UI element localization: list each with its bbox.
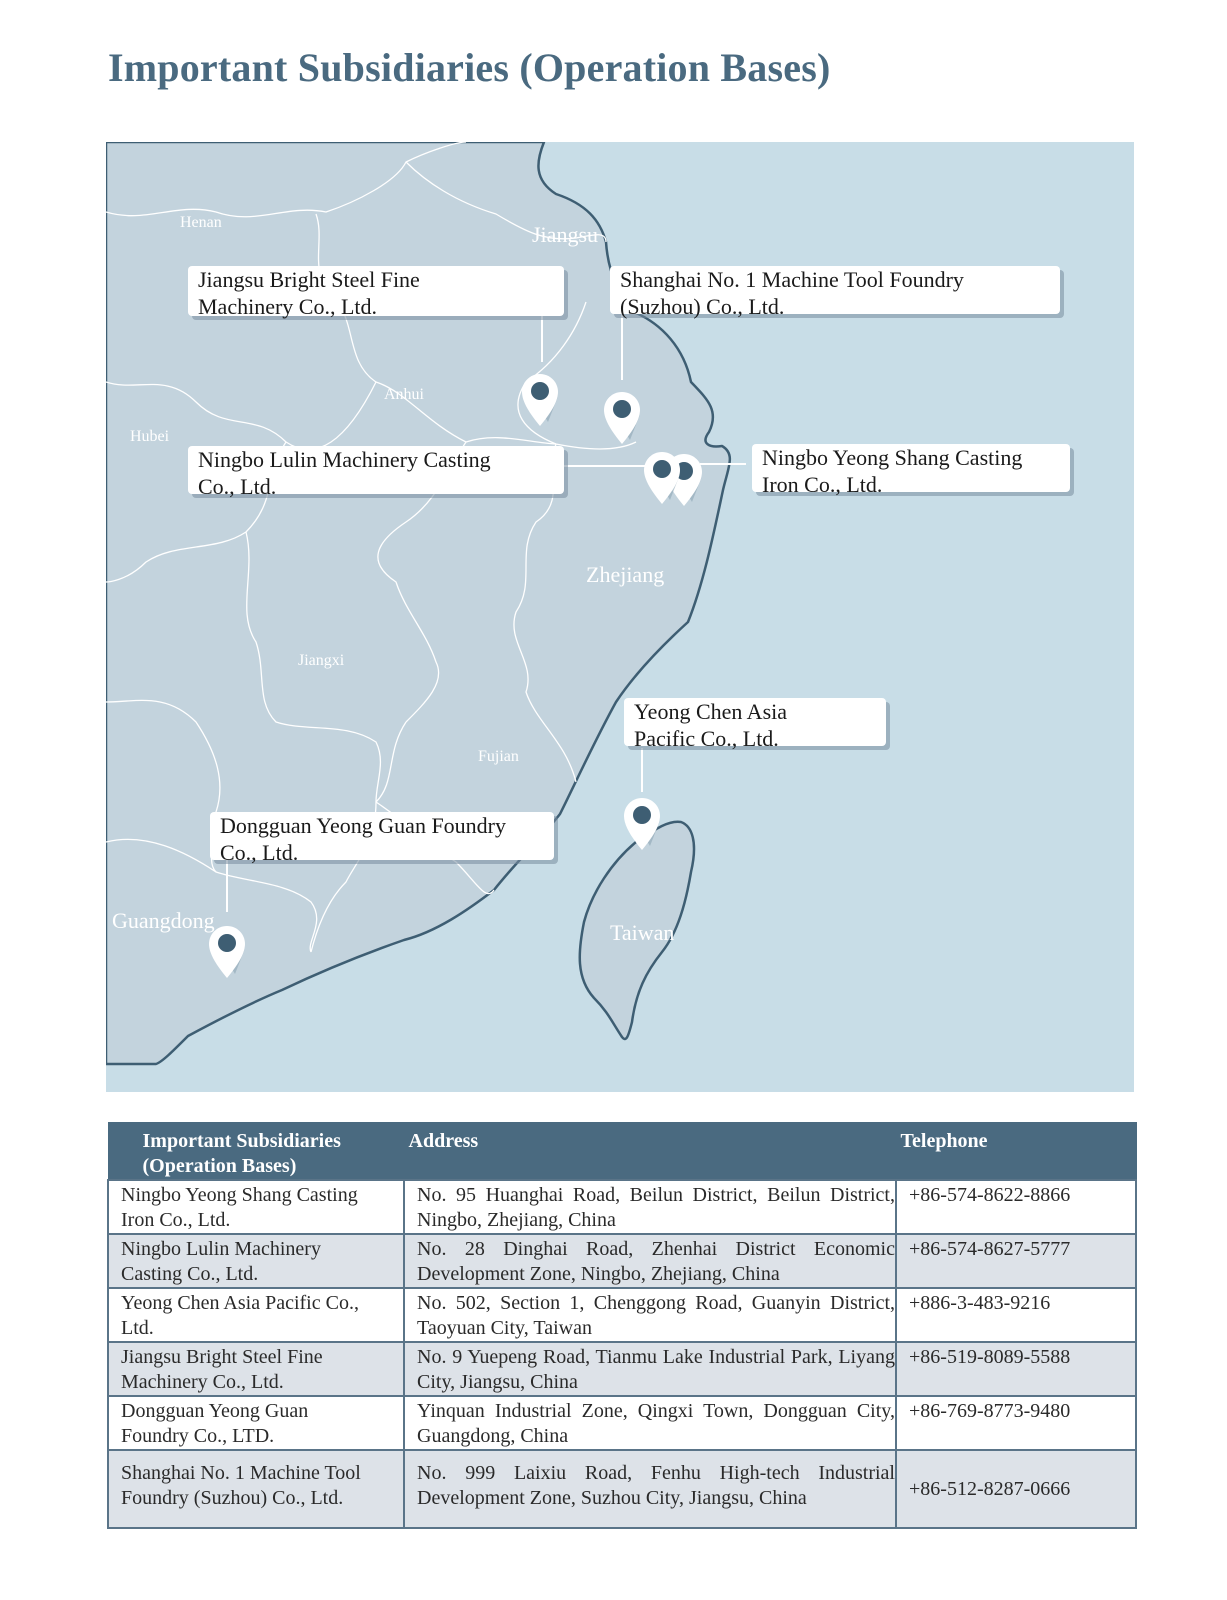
- region-label-fujian: Fujian: [478, 748, 519, 765]
- region-label-taiwan: Taiwan: [610, 920, 675, 945]
- callout-line: Jiangsu Bright Steel Fine: [198, 267, 420, 292]
- callout-line: Ningbo Yeong Shang Casting: [762, 445, 1023, 470]
- name-line: Ningbo Lulin Machinery: [121, 1238, 321, 1260]
- cell-address: No. 999 Laixiu Road, Fenhu High-tech Industrial Development Zone, Suzhou City, Jiangsu, China: [404, 1450, 896, 1528]
- cell-name: [108, 1288, 404, 1342]
- callout-yeong-chen: [624, 698, 886, 751]
- name-line: Casting Co., Ltd.: [121, 1263, 259, 1285]
- callout-jiangsu-bright: [188, 266, 564, 319]
- name-line: Iron Co., Ltd.: [121, 1209, 231, 1231]
- cell-address: Yinquan Industrial Zone, Qingxi Town, Dongguan City, Guangdong, China: [404, 1396, 896, 1450]
- callout-line: (Suzhou) Co., Ltd.: [620, 294, 785, 319]
- callout-line: Iron Co., Ltd.: [762, 472, 883, 497]
- cell-name: [108, 1342, 404, 1396]
- column-header-telephone: Telephone: [896, 1123, 1136, 1181]
- name-line: Machinery Co., Ltd.: [121, 1371, 284, 1393]
- name-line: Foundry Co., LTD.: [121, 1425, 275, 1447]
- name-line: Ltd.: [121, 1317, 154, 1339]
- callout-line: Ningbo Lulin Machinery Casting: [198, 447, 491, 472]
- callout-ningbo-lulin: [188, 446, 564, 499]
- cell-name: [108, 1450, 404, 1528]
- cell-address: No. 28 Dinghai Road, Zhenhai District Economic Development Zone, Ningbo, Zhejiang, China: [404, 1234, 896, 1288]
- cell-name: [108, 1180, 404, 1234]
- region-label-zhejiang: Zhejiang: [586, 562, 665, 587]
- header-line: Important Subsidiaries: [142, 1130, 341, 1152]
- callout-ningbo-yeong-shang: [752, 444, 1070, 497]
- cell-address: No. 9 Yuepeng Road, Tianmu Lake Industrial Park, Liyang City, Jiangsu, China: [404, 1342, 896, 1396]
- cell-telephone: +86-574-8627-5777: [896, 1234, 1136, 1288]
- callout-shanghai-no1: [610, 266, 1060, 319]
- column-header-address: Address: [404, 1123, 896, 1181]
- column-header-subsidiary: [108, 1123, 404, 1181]
- region-label-henan: Henan: [180, 214, 222, 231]
- callout-line: Dongguan Yeong Guan Foundry: [220, 813, 506, 838]
- region-label-jiangxi: Jiangxi: [298, 652, 345, 669]
- header-line: (Operation Bases): [142, 1155, 297, 1177]
- callout-line: Co., Ltd.: [198, 474, 277, 499]
- callout-line: Machinery Co., Ltd.: [198, 294, 378, 319]
- table-header-row: [108, 1123, 1136, 1181]
- page-title: Important Subsidiaries (Operation Bases): [108, 45, 831, 90]
- table-row: [108, 1180, 1136, 1234]
- cell-telephone: +86-512-8287-0666: [896, 1450, 1136, 1528]
- region-label-guangdong: Guangdong: [112, 908, 215, 933]
- map: [106, 142, 1134, 1092]
- name-line: Shanghai No. 1 Machine Tool: [121, 1462, 361, 1484]
- table-row: [108, 1288, 1136, 1342]
- callout-line: Co., Ltd.: [220, 840, 299, 865]
- cell-telephone: +886-3-483-9216: [896, 1288, 1136, 1342]
- region-label-jiangsu: Jiangsu: [532, 222, 598, 247]
- callout-line: Pacific Co., Ltd.: [634, 726, 779, 751]
- name-line: Foundry (Suzhou) Co., Ltd.: [121, 1487, 344, 1509]
- table-row: [108, 1450, 1136, 1528]
- cell-address: No. 502, Section 1, Chenggong Road, Guanyin District, Taoyuan City, Taiwan: [404, 1288, 896, 1342]
- cell-name: [108, 1234, 404, 1288]
- table-row: [108, 1396, 1136, 1450]
- name-line: Jiangsu Bright Steel Fine: [121, 1346, 323, 1368]
- region-label-anhui: Anhui: [384, 386, 424, 403]
- cell-telephone: +86-769-8773-9480: [896, 1396, 1136, 1450]
- region-label-hubei: Hubei: [130, 428, 170, 445]
- cell-telephone: +86-574-8622-8866: [896, 1180, 1136, 1234]
- name-line: Dongguan Yeong Guan: [121, 1400, 309, 1422]
- callout-line: Shanghai No. 1 Machine Tool Foundry: [620, 267, 964, 292]
- name-line: Yeong Chen Asia Pacific Co.,: [121, 1292, 359, 1314]
- cell-name: [108, 1396, 404, 1450]
- callout-line: Yeong Chen Asia: [634, 699, 788, 724]
- cell-address: No. 95 Huanghai Road, Beilun District, Beilun District, Ningbo, Zhejiang, China: [404, 1180, 896, 1234]
- cell-telephone: +86-519-8089-5588: [896, 1342, 1136, 1396]
- subsidiaries-table: [107, 1122, 1135, 1529]
- table-row: [108, 1342, 1136, 1396]
- callout-dongguan: [210, 812, 554, 865]
- name-line: Ningbo Yeong Shang Casting: [121, 1184, 358, 1206]
- table-row: [108, 1234, 1136, 1288]
